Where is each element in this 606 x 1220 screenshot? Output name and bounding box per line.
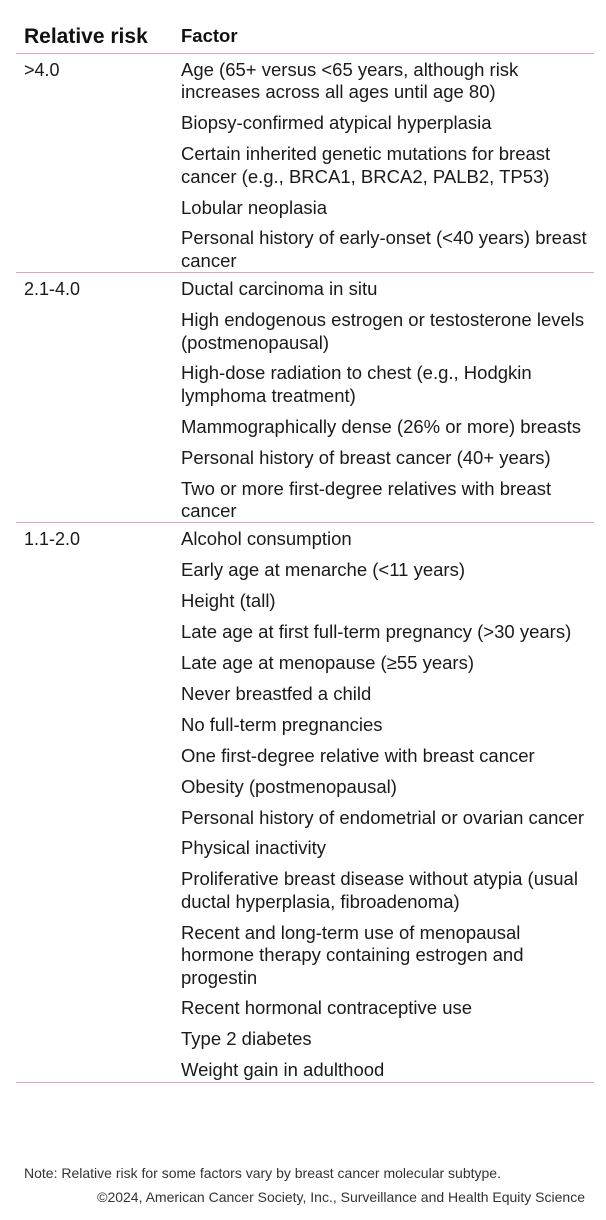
factor-item: One first-degree relative with breast cancer (181, 744, 535, 766)
risk-factor-table (16, 0, 594, 1083)
factor-item: Never breastfed a child (181, 682, 372, 704)
factor-item: High-dose radiation to chest (e.g., Hodgkin lymphoma treatment) (181, 362, 532, 406)
factor-list (181, 54, 594, 272)
copyright-credit: ©2024, American Cancer Society, Inc., Surveillance and Health Equity Science (97, 1189, 585, 1205)
factor-item: Physical inactivity (181, 837, 326, 859)
factor-item: Lobular neoplasia (181, 196, 328, 218)
factor-item: Recent and long-term use of menopausal hormone therapy containing estrogen and progestin (181, 921, 524, 988)
factor-item: Weight gain in adulthood (181, 1059, 385, 1081)
factor-item: Biopsy-confirmed atypical hyperplasia (181, 112, 492, 134)
factor-item: Two or more first-degree relatives with breast cancer (181, 477, 552, 521)
risk-group-high (16, 54, 594, 273)
factor-item: Age (65+ versus <65 years, although risk increases across all ages until age 80) (181, 59, 519, 103)
footnote: Note: Relative risk for some factors vary by breast cancer molecular subtype. (24, 1165, 501, 1181)
factor-item: Alcohol consumption (181, 528, 352, 550)
factor-item: Proliferative breast disease without atypia (usual ductal hyperplasia, fibroadenoma) (181, 868, 578, 912)
risk-value: >4.0 (24, 60, 60, 80)
factor-item: Obesity (postmenopausal) (181, 775, 397, 797)
factor-item: High endogenous estrogen or testosterone levels (postmenopausal) (181, 309, 585, 353)
factor-item: Late age at menopause (≥55 years) (181, 652, 474, 674)
risk-value: 2.1-4.0 (24, 279, 81, 300)
factor-item: Early age at menarche (<11 years) (181, 559, 465, 581)
factor-item: Personal history of breast cancer (40+ years) (181, 446, 551, 468)
header-factor: Factor (181, 25, 238, 46)
risk-value: 1.1-2.0 (24, 529, 81, 550)
factor-item: No full-term pregnancies (181, 713, 383, 735)
factor-item: Personal history of early-onset (<40 years) breast cancer (181, 227, 587, 271)
factor-item: Recent hormonal contraceptive use (181, 997, 473, 1019)
risk-group-moderate (16, 273, 594, 523)
factor-list (181, 273, 594, 522)
table-header (16, 0, 594, 54)
factor-item: Certain inherited genetic mutations for breast cancer (e.g., BRCA1, BRCA2, PALB2, TP53) (181, 143, 551, 187)
factor-item: Ductal carcinoma in situ (181, 278, 378, 300)
factor-list (181, 523, 594, 1081)
factor-item: Mammographically dense (26% or more) breasts (181, 415, 581, 437)
risk-group-low (16, 523, 594, 1082)
factor-item: Type 2 diabetes (181, 1028, 312, 1050)
factor-item: Personal history of endometrial or ovarian cancer (181, 806, 585, 828)
factor-item: Late age at first full-term pregnancy (>30 years) (181, 621, 572, 643)
factor-item: Height (tall) (181, 590, 276, 612)
header-relative-risk: Relative risk (24, 25, 148, 48)
